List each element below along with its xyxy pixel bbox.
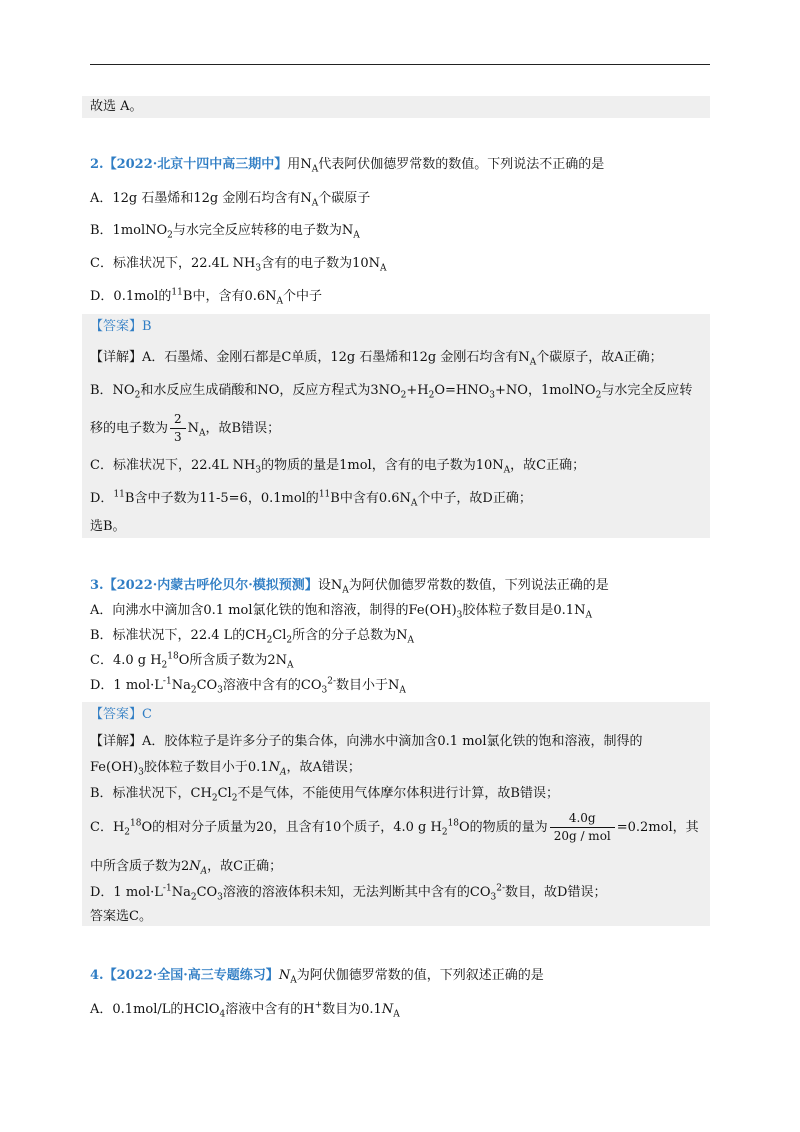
q2-explanation-a: 【详解】A．石墨烯、金刚石都是C单质，12g 石墨烯和12g 金刚石均含有$N_A$个碳原子，故A正确； (90, 350, 663, 368)
q2-answer: 【答案】B (90, 319, 152, 334)
q2-stem: 2.【2022·北京十四中高三期中】用$N_A$代表阿伏伽德罗常数的数值。下列说法不正确的是 (90, 157, 605, 175)
fraction-mass-over-molar-mass: $\frac{4.0g}{\text{20g / mol}}$ (550, 811, 615, 844)
q2-number: 2. (90, 157, 104, 172)
q3-conclusion: 答案选C。 (90, 909, 152, 924)
q3-explanation-a-cont: $Fe(OH)_3$胶体粒子数目小于$0.1N_A$，故A错误； (90, 760, 361, 778)
q2-explanation-b-cont: 移的电子数为 $\frac{2}{3}$ $N_A$，故B错误； (90, 412, 281, 444)
q3-source: 【2022·内蒙古呼伦贝尔·模拟预测】 (103, 578, 318, 593)
q2-option-c: C．标准状况下，22.4L $NH_3$含有的电子数为$10N_A$ (90, 256, 387, 274)
q3-explanation-d: D．1 $mol\cdot L^{-1}Na_2CO_3$溶液的溶液体积未知，无法判断其中含有的$CO_3^{2-}$数目，故D错误； (90, 883, 607, 903)
q4-number: 4. (90, 968, 104, 983)
fraction-two-thirds: $\frac{2}{3}$ (170, 412, 186, 445)
prev-conclusion: 故选 A。 (90, 99, 143, 114)
prev-explanation-box (82, 96, 710, 118)
q3-option-b: B．标准状况下，22.4 L的$CH_2Cl_2$所含的分子总数为$N_A$ (90, 628, 415, 646)
q2-conclusion: 选B。 (90, 519, 126, 534)
q3-stem: 3.【2022·内蒙古呼伦贝尔·模拟预测】设$N_A$为阿伏伽德罗常数的数值，下列说法正确的是 (90, 578, 609, 596)
header-rule (90, 64, 710, 65)
q3-number: 3. (90, 578, 104, 593)
q3-explanation-c-cont: 中所含质子数为$2N_A$，故C正确； (90, 859, 283, 877)
q2-option-b: B．1molNO$_2$与水完全反应转移的电子数为$N_A$ (90, 223, 360, 241)
q2-explanation-c: C．标准状况下，22.4L $NH_3$的物质的量是1mol，含有的电子数为$10N_A$，故C正确； (90, 458, 586, 476)
q3-option-a: A．向沸水中滴加含0.1 mol氯化铁的饱和溶液，制得的$Fe(OH)_3$胶体粒子数目是$0.1N_A$ (90, 603, 592, 621)
q3-answer: 【答案】C (90, 707, 152, 722)
q4-stem: 4.【2022·全国·高三专题练习】$N_A$为阿伏伽德罗常数的值，下列叙述正确的是 (90, 968, 544, 986)
q2-option-d: D．0.1mol的$^{11}$B中，含有$0.6N_A$个中子 (90, 287, 323, 307)
q2-source: 【2022·北京十四中高三期中】 (103, 157, 288, 172)
q2-explanation-b: B．$NO_2$和水反应生成硝酸和NO，反应方程式为$3NO_2+H_2O=HNO_3+NO$，1molNO$_2$与水完全反应转 (90, 383, 693, 401)
q3-option-d: D．1 $mol\cdot L^{-1}Na_2CO_3$溶液中含有的$CO_3^{2-}$数目小于$N_A$ (90, 676, 406, 696)
q2-option-a: A．12g 石墨烯和12g 金刚石均含有$N_A$个碳原子 (90, 191, 371, 209)
q3-explanation-c: C．$H_2^{18}O$的相对分子质量为20，且含有10个质子，4.0 g $H_2^{18}O$的物质的量为 $\frac{4.0g}{\text{20g / mol}}$ =0.2mol，其 (90, 811, 699, 843)
q3-option-c: C．4.0 g $H_2^{18}O$所含质子数为$2N_A$ (90, 651, 294, 671)
q3-explanation-b: B．标准状况下，$CH_2Cl_2$不是气体，不能使用气体摩尔体积进行计算，故B错误； (90, 786, 559, 804)
q3-explanation-a: 【详解】A．胶体粒子是许多分子的集合体，向沸水中滴加含0.1 mol氯化铁的饱和溶液，制得的 (90, 734, 643, 749)
q4-source: 【2022·全国·高三专题练习】 (103, 968, 279, 983)
q2-explanation-d: D．$^{11}$B含中子数为11-5=6，0.1mol的$^{11}$B中含有$0.6N_A$个中子，故D正确； (90, 489, 532, 509)
q4-option-a: A．0.1mol/L的HClO$_4$溶液中含有的H+数目为$0.1N_A$ (90, 1000, 400, 1020)
